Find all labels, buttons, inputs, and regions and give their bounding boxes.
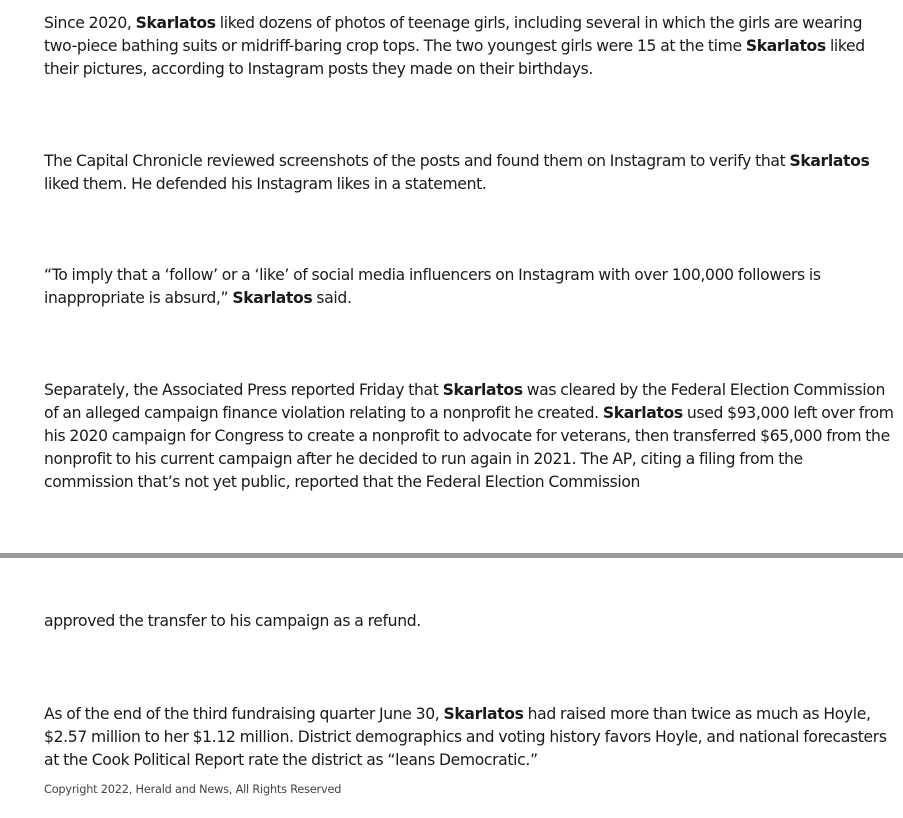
bold-name: Skarlatos <box>443 705 524 723</box>
text-segment: “To imply that a ‘follow’ or a ‘like’ of social media influencers on Instagram with over 100,000 followers is inappropriate is absurd,” <box>44 266 821 307</box>
text-segment: liked their pictures, according to Instagram posts they made on their birthdays. <box>44 37 865 78</box>
text-segment: Since 2020, <box>44 14 136 32</box>
article-paragraph <box>44 703 894 772</box>
bold-name: Skarlatos <box>602 404 683 422</box>
text-segment: The Capital Chronicle reviewed screenshots of the posts and found them on Instagram to verify that <box>44 152 790 170</box>
text-segment: had raised more than twice as much as Hoyle, $2.57 million to her $1.12 million. District demographics and voting history favors Hoyle, and national forecasters at the Cook Political Report rate the district as “leans Democratic.” <box>44 705 887 769</box>
article-paragraph <box>44 12 894 81</box>
article-quote-paragraph <box>44 264 894 310</box>
bold-name: Skarlatos <box>789 152 870 170</box>
article-paragraph-continued <box>44 610 894 633</box>
text-segment: used $93,000 left over from his 2020 campaign for Congress to create a nonprofit to advocate for veterans, then transferred $65,000 from the nonprofit to his current campaign after he decided to run again in 2021. The AP, citing a filing from the commission that’s not yet public, reported that the Federal Election Commission <box>44 404 894 491</box>
text-segment: liked them. He defended his Instagram likes in a statement. <box>44 175 487 193</box>
text-segment: said. <box>312 289 352 307</box>
page-break-divider <box>0 553 903 558</box>
bold-name: Skarlatos <box>745 37 826 55</box>
text-segment: Separately, the Associated Press reported Friday that <box>44 381 443 399</box>
copyright-notice: Copyright 2022, Herald and News, All Rights Reserved <box>44 783 342 796</box>
article-paragraph <box>44 379 894 494</box>
text-segment: was cleared by the Federal Election Commission of an alleged campaign finance violation relating to a nonprofit he created. <box>44 381 886 422</box>
text-segment: As of the end of the third fundraising quarter June 30, <box>44 705 444 723</box>
text-segment: approved the transfer to his campaign as a refund. <box>44 612 421 630</box>
article-paragraph <box>44 150 894 196</box>
bold-name: Skarlatos <box>442 381 523 399</box>
text-segment: liked dozens of photos of teenage girls, including several in which the girls are wearing two-piece bathing suits or midriff-baring crop tops. The two youngest girls were 15 at the time <box>44 14 863 55</box>
bold-name: Skarlatos <box>135 14 216 32</box>
bold-name: Skarlatos <box>232 289 313 307</box>
